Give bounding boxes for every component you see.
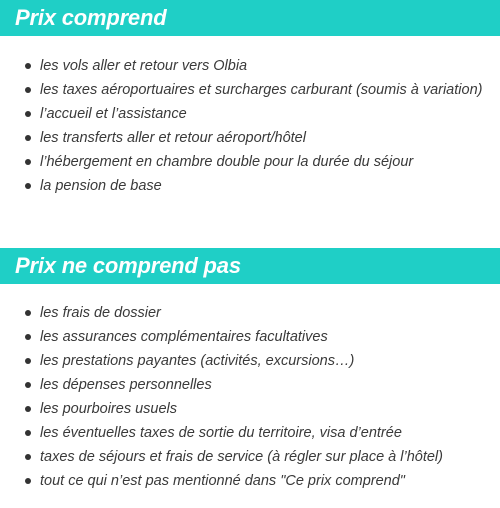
list-item xyxy=(0,421,443,445)
list-item-text: les prestations payantes (activités, excursions…) xyxy=(40,353,355,369)
list-item-text: tout ce qui n’est pas mentionné dans "Ce prix comprend" xyxy=(40,473,405,489)
bullet-icon xyxy=(25,310,31,316)
list-item xyxy=(0,397,443,421)
bullet-icon xyxy=(25,454,31,460)
bullet-icon xyxy=(25,406,31,412)
list-item xyxy=(0,174,482,198)
list-item xyxy=(0,150,482,174)
price-includes-list xyxy=(0,54,482,198)
list-item-text: les éventuelles taxes de sortie du territoire, visa d’entrée xyxy=(40,425,402,441)
price-excludes-list xyxy=(0,301,443,493)
bullet-icon xyxy=(25,382,31,388)
list-item-text: la pension de base xyxy=(40,178,162,194)
list-item xyxy=(0,54,482,78)
list-item-text: taxes de séjours et frais de service (à régler sur place à l’hôtel) xyxy=(40,449,443,465)
bullet-icon xyxy=(25,87,31,93)
list-item xyxy=(0,301,443,325)
list-item-text: les frais de dossier xyxy=(40,305,161,321)
list-item-text: les transferts aller et retour aéroport/hôtel xyxy=(40,130,306,146)
bullet-icon xyxy=(25,159,31,165)
bullet-icon xyxy=(25,63,31,69)
list-item-text: les assurances complémentaires facultatives xyxy=(40,329,328,345)
bullet-icon xyxy=(25,358,31,364)
list-item-text: l’accueil et l’assistance xyxy=(40,106,187,122)
list-item-text: les taxes aéroportuaires et surcharges carburant (soumis à variation) xyxy=(40,82,483,98)
bullet-icon xyxy=(25,135,31,141)
bullet-icon xyxy=(25,430,31,436)
list-item-text: les vols aller et retour vers Olbia xyxy=(40,58,248,74)
list-item xyxy=(0,102,482,126)
list-item xyxy=(0,349,443,373)
list-item xyxy=(0,373,443,397)
list-item-text: les dépenses personnelles xyxy=(40,377,212,393)
list-item xyxy=(0,78,482,102)
bullet-icon xyxy=(25,478,31,484)
list-item-text: les pourboires usuels xyxy=(40,401,178,417)
bullet-icon xyxy=(25,183,31,189)
bullet-icon xyxy=(25,334,31,340)
list-item-text: l’hébergement en chambre double pour la durée du séjour xyxy=(40,154,414,170)
bullet-icon xyxy=(25,111,31,117)
price-includes-heading: Prix comprend xyxy=(0,0,500,36)
list-item xyxy=(0,126,482,150)
list-item xyxy=(0,325,443,349)
list-item xyxy=(0,469,443,493)
list-item xyxy=(0,445,443,469)
price-excludes-heading: Prix ne comprend pas xyxy=(0,248,500,284)
